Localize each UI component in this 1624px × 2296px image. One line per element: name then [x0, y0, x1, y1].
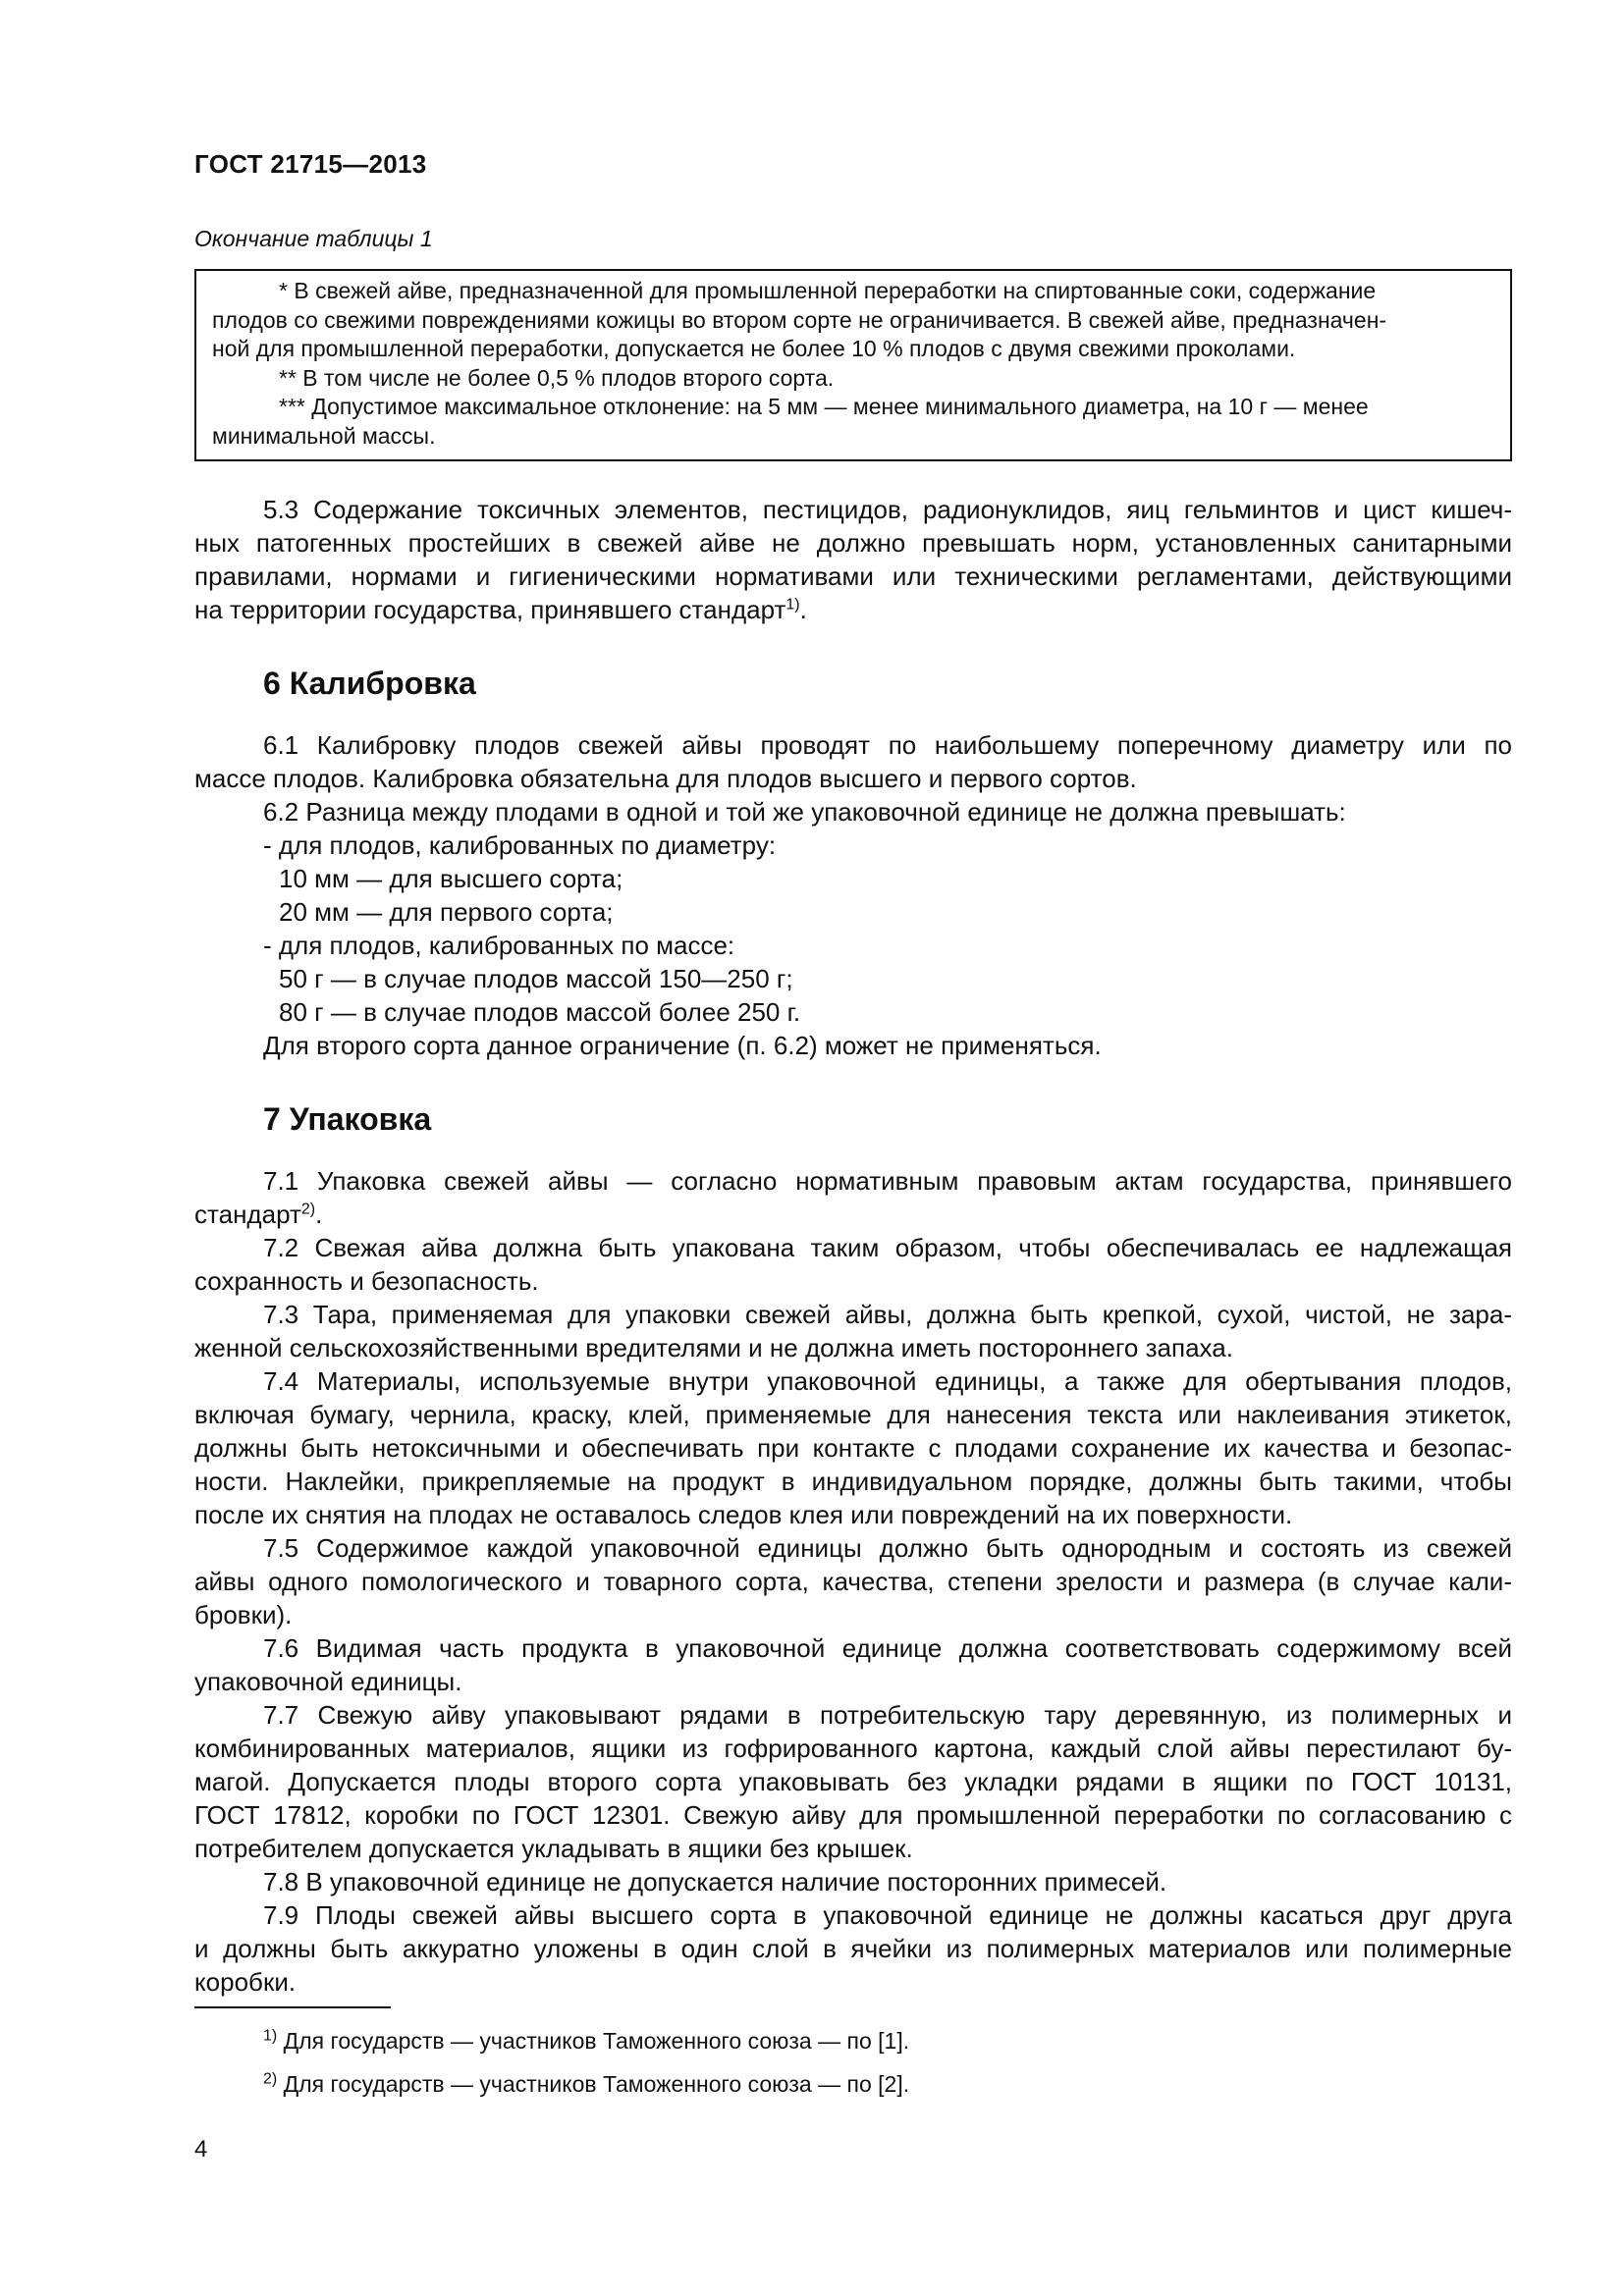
text-line: комбинированных материалов, ящики из гофрированного картона, каждый слой айвы перестилают бу-: [194, 1734, 1512, 1763]
text-fragment: на территории государства, принявшего стандарт: [194, 595, 786, 624]
text-line: магой. Допускается плоды второго сорта упаковывать без укладки рядами в ящики по ГОСТ 10131,: [194, 1767, 1512, 1796]
text-line: 6.1 Калибровку плодов свежей айвы проводят по наибольшему поперечному диаметру или по: [263, 730, 1512, 760]
text-line: 7.9 Плоды свежей айвы высшего сорта в упаковочной единице не должны касаться друг друга: [263, 1900, 1512, 1930]
note-line: минимальной массы.: [212, 422, 436, 449]
footnote-text: Для государств — участников Таможенного союза — по [1].: [283, 2028, 910, 2054]
text-line: бровки).: [194, 1600, 293, 1629]
footnote-mark: 2): [263, 2070, 278, 2088]
table-notes-box: [194, 269, 1512, 461]
text-line: 7.6 Видимая часть продукта в упаковочной единице должна соответствовать содержимому всей: [263, 1633, 1512, 1663]
list-item: - для плодов, калиброванных по массе:: [263, 931, 735, 960]
list-item: 80 г — в случае плодов массой более 250 г.: [279, 997, 801, 1027]
list-item: 20 мм — для первого сорта;: [279, 897, 614, 927]
note-line: ной для промышленной переработки, допускается не более 10 % плодов с двумя свежими проколами.: [212, 336, 1296, 361]
list-item: - для плодов, калиброванных по диаметру:: [263, 830, 777, 860]
text-line: коробки.: [194, 1967, 297, 1997]
text-line: айвы одного помологического и товарного сорта, качества, степени зрелости и размера (в случае кали-: [194, 1567, 1512, 1596]
text-line: 7.1 Упаковка свежей айвы — согласно нормативным правовым актам государства, принявшего: [263, 1166, 1512, 1196]
text-fragment: .: [799, 595, 807, 624]
section-7-heading: 7 Упаковка: [263, 1101, 432, 1137]
note-line: плодов со свежими повреждениями кожицы во втором сорте не ограничивается. В свежей айве, предназначен-: [212, 306, 1387, 333]
section-6-body: [194, 728, 1512, 1062]
text-line: после их снятия на плодах не оставалось следов клея или повреждений на их поверхности.: [194, 1500, 1293, 1529]
text-line: 7.3 Тара, применяемая для упаковки свежей айвы, должна быть крепкой, сухой, чистой, не зара-: [263, 1300, 1512, 1329]
text-line: Для второго сорта данное ограничение (п. 6.2) может не применяться.: [263, 1031, 1102, 1060]
list-item: 50 г — в случае плодов массой 150—250 г;: [279, 964, 793, 993]
page-number: 4: [194, 2136, 208, 2163]
text-line: [194, 1198, 1512, 1231]
footnote-ref: 2): [300, 1201, 316, 1218]
footnote-ref: 1): [785, 596, 800, 614]
section-6-heading: 6 Калибровка: [263, 666, 476, 701]
text-line: 7.4 Материалы, используемые внутри упаковочной единицы, а также для обертывания плодов,: [263, 1366, 1512, 1396]
text-line: ных патогенных простейших в свежей айве не должно превышать норм, установленных санитарными: [194, 528, 1512, 558]
text-line: 7.7 Свежую айву упаковывают рядами в потребительскую тару деревянную, из полимерных и: [263, 1700, 1512, 1730]
text-line: 7.5 Содержимое каждой упаковочной единицы должно быть однородным и состоять из свежей: [263, 1533, 1512, 1563]
list-item: 10 мм — для высшего сорта;: [279, 864, 623, 893]
text-line: и должны быть аккуратно уложены в один слой в ячейки из полимерных материалов или полимерные: [194, 1934, 1512, 1963]
text-line: сохранность и безопасность.: [194, 1266, 539, 1296]
text-line: потребителем допускается укладывать в ящики без крышек.: [194, 1834, 913, 1863]
text-line: женной сельскохозяйственными вредителями и не должна иметь постороннего запаха.: [194, 1333, 1233, 1362]
text-fragment: .: [315, 1200, 323, 1229]
footnote-text: Для государств — участников Таможенного союза — по [2].: [283, 2071, 910, 2097]
text-line: 6.2 Разница между плодами в одной и той же упаковочной единице не должна превышать:: [263, 797, 1346, 827]
text-line: включая бумагу, чернила, краску, клей, применяемые для нанесения текста или наклеивания этикеток,: [194, 1400, 1512, 1429]
text-line: правилами, нормами и гигиеническими нормативами или техническими регламентами, действующими: [194, 561, 1512, 591]
text-line: должны быть нетоксичными и обеспечивать при контакте с плодами сохранение их качества и безопас-: [194, 1433, 1512, 1463]
text-line: 7.8 В упаковочной единице не допускается наличие посторонних примесей.: [263, 1867, 1167, 1896]
footnote-1: [263, 2028, 909, 2055]
text-line: 7.2 Свежая айва должна быть упакована таким образом, чтобы обеспечивалась ее надлежащая: [263, 1233, 1512, 1262]
text-line: массе плодов. Калибровка обязательна для плодов высшего и первого сортов.: [194, 764, 1137, 793]
note-line: * В свежей айве, предназначенной для промышленной переработки на спиртованные соки, содержание: [279, 278, 1377, 303]
text-fragment: стандарт: [194, 1200, 301, 1229]
paragraph-5-3: [194, 493, 1512, 626]
footnote-divider: [194, 2006, 391, 2008]
document-code: ГОСТ 21715—2013: [194, 149, 427, 179]
footnote-mark: 1): [263, 2027, 278, 2045]
text-line: ности. Наклейки, прикрепляемые на продукт в индивидуальном порядке, должны быть такими, чтобы: [194, 1467, 1512, 1496]
section-7-body: [194, 1164, 1512, 1999]
note-line: *** Допустимое максимальное отклонение: на 5 мм — менее минимального диаметра, на 10 г — менее: [279, 394, 1369, 419]
table-caption: Окончание таблицы 1: [194, 226, 433, 251]
note-line: ** В том числе не более 0,5 % плодов второго сорта.: [279, 364, 835, 391]
text-line: упаковочной единицы.: [194, 1667, 462, 1696]
footnote-2: [263, 2071, 909, 2098]
text-line: ГОСТ 17812, коробки по ГОСТ 12301. Свежую айву для промышленной переработки по согласованию с: [194, 1800, 1512, 1830]
text-line: [194, 593, 1512, 626]
text-line: 5.3 Содержание токсичных элементов, пестицидов, радионуклидов, яиц гельминтов и цист кишеч-: [263, 495, 1512, 524]
